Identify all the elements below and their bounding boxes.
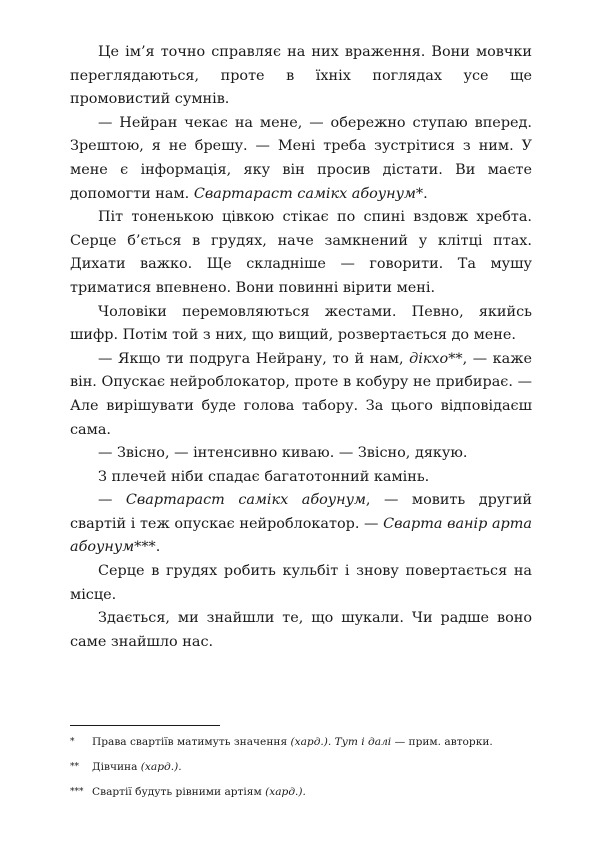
text-run: — Нейран чекає на мене, — обережно ступаю вперед. Зрештою, я не брешу. — Мені треба зустрітися з ним. У мене є інформація, яку він просив дістати. Ви маєте допомогти нам.	[70, 114, 532, 202]
text-run: Здається, ми знайшли те, що шукали. Чи радше воно саме знайшло нас.	[70, 610, 532, 650]
text-run: —	[98, 492, 126, 509]
paragraph	[70, 560, 532, 607]
paragraph	[70, 442, 532, 466]
text-run: — Якщо ти подруга Нейрану, то й нам,	[98, 350, 410, 367]
text-run: Дівчина	[92, 761, 141, 773]
text-run: , — мовить другий свартій і теж опускає нейроблокатор. —	[70, 492, 533, 532]
text-run: Серце в грудях робить кульбіт і знову повертається на місце.	[70, 563, 532, 603]
italic-text: Сварта ванір арта абоунум	[70, 515, 532, 556]
paragraph	[70, 489, 532, 560]
footnote-marker: **	[70, 762, 79, 772]
footnote-divider	[70, 725, 220, 726]
paragraph	[70, 607, 532, 654]
footnote-marker: *	[70, 737, 75, 747]
footnote	[70, 735, 532, 749]
text-run: ***.	[134, 539, 161, 556]
footnote	[70, 760, 532, 774]
text-run: З плечей ніби спадає багатотонний камінь.	[98, 468, 430, 485]
footnote-text	[92, 761, 182, 773]
text-run: — Звісно, — інтенсивно киваю. — Звісно, дякую.	[98, 445, 468, 462]
italic-text: (хард.).	[265, 786, 306, 798]
italic-text: Свартараст самікх абоунум	[125, 492, 366, 509]
text-run: Піт тоненькою цівкою стікає по спині вздовж хребта. Серце б’ється в грудях, наче замкнений у клітці птах. Дихати важко. Ще складніше — говорити. Та мушу триматися впевнено. Вони повинні вірити мені.	[70, 209, 532, 296]
footnote-text	[92, 736, 493, 748]
text-run: Права свартіїв матимуть значення	[92, 736, 291, 748]
paragraph	[70, 348, 532, 442]
footnote-text	[92, 786, 306, 798]
footnotes	[70, 735, 532, 810]
paragraph	[70, 466, 532, 490]
text-run: Це ім’я точно справляє на них враження. Вони мовчки переглядаються, проте в їхніх поглядах усе ще промовистий сумнів.	[70, 44, 532, 108]
paragraph	[70, 301, 532, 348]
paragraph	[70, 41, 532, 112]
italic-text: Свартараст самікх абоунум	[193, 185, 416, 202]
paragraph	[70, 206, 532, 300]
body-text	[70, 41, 532, 654]
footnote-marker: ***	[70, 787, 84, 797]
text-run: **, — каже він. Опускає нейроблокатор, проте в кобуру не прибирає. — Але вирішувати буде голова табору. За цього відповідаєш сама.	[70, 350, 532, 438]
text-run: Чоловіки перемовляються жестами. Певно, якийсь шифр. Потім той з них, що вищий, розвертається до мене.	[70, 303, 532, 344]
text-run: *.	[415, 185, 428, 202]
italic-text: (хард.).	[140, 761, 182, 773]
italic-text: дікхо	[409, 350, 449, 367]
text-run: — прим. авторки.	[391, 736, 493, 748]
text-run: Свартії будуть рівними артіям	[92, 786, 266, 798]
italic-text: (хард.). Тут і далі	[290, 736, 392, 748]
footnote	[70, 785, 532, 799]
paragraph	[70, 112, 532, 206]
